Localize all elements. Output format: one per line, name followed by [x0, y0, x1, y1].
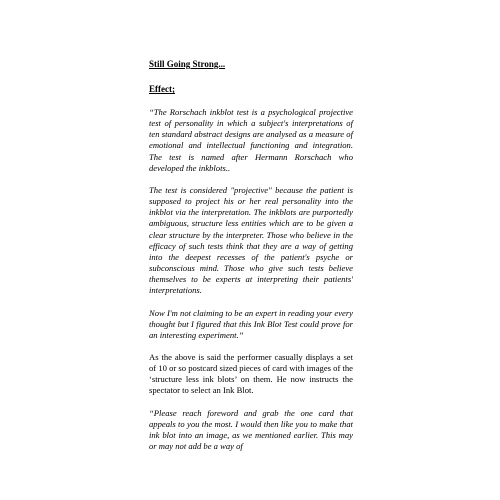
- paragraph-experiment-intro: Now I'm not claiming to be an expert in reading your every thought but I figured that this Ink Blot Test could prove for an interesting experiment.”: [149, 307, 353, 340]
- paragraph-projective-explanation: The test is considered "projective" because the patient is supposed to project his or her real personality into the inkblot via the interpretation. The inkblots are purportedly ambiguous, structure less entities which are to be given a clear structure by the interpreter. Those who believe in the efficacy of such tests think that they are a way of getting into the deepest recesses of the patient's psyche or subconscious mind. Those who give such tests believe themselves to be experts at interpreting their patients' interpretations.: [149, 184, 353, 296]
- document-body: [149, 59, 353, 463]
- paragraph-spectator-instruction: “Please reach foreword and grab the one card that appeals to you the most. I would then like you to make that ink blot into an image, as we mentioned earlier. This may or may not add be a way of: [149, 407, 353, 452]
- section-heading-effect: Effect;: [149, 84, 175, 94]
- document-title: Still Going Strong...: [149, 59, 226, 69]
- paragraph-rorschach-definition: “The Rorschach inkblot test is a psychological projective test of personality in which a subject's interpretations of ten standard abstract designs are analysed as a measure of emotional and intellectual functioning and integration. The test is named after Hermann Rorschach who developed the inkblots..: [149, 107, 353, 173]
- paragraph-performer-action: As the above is said the performer casually displays a set of 10 or so postcard sized pieces of card with images of the ‘structure less ink blots’ on them. He now instructs the spectator to select an Ink Blot.: [149, 351, 353, 396]
